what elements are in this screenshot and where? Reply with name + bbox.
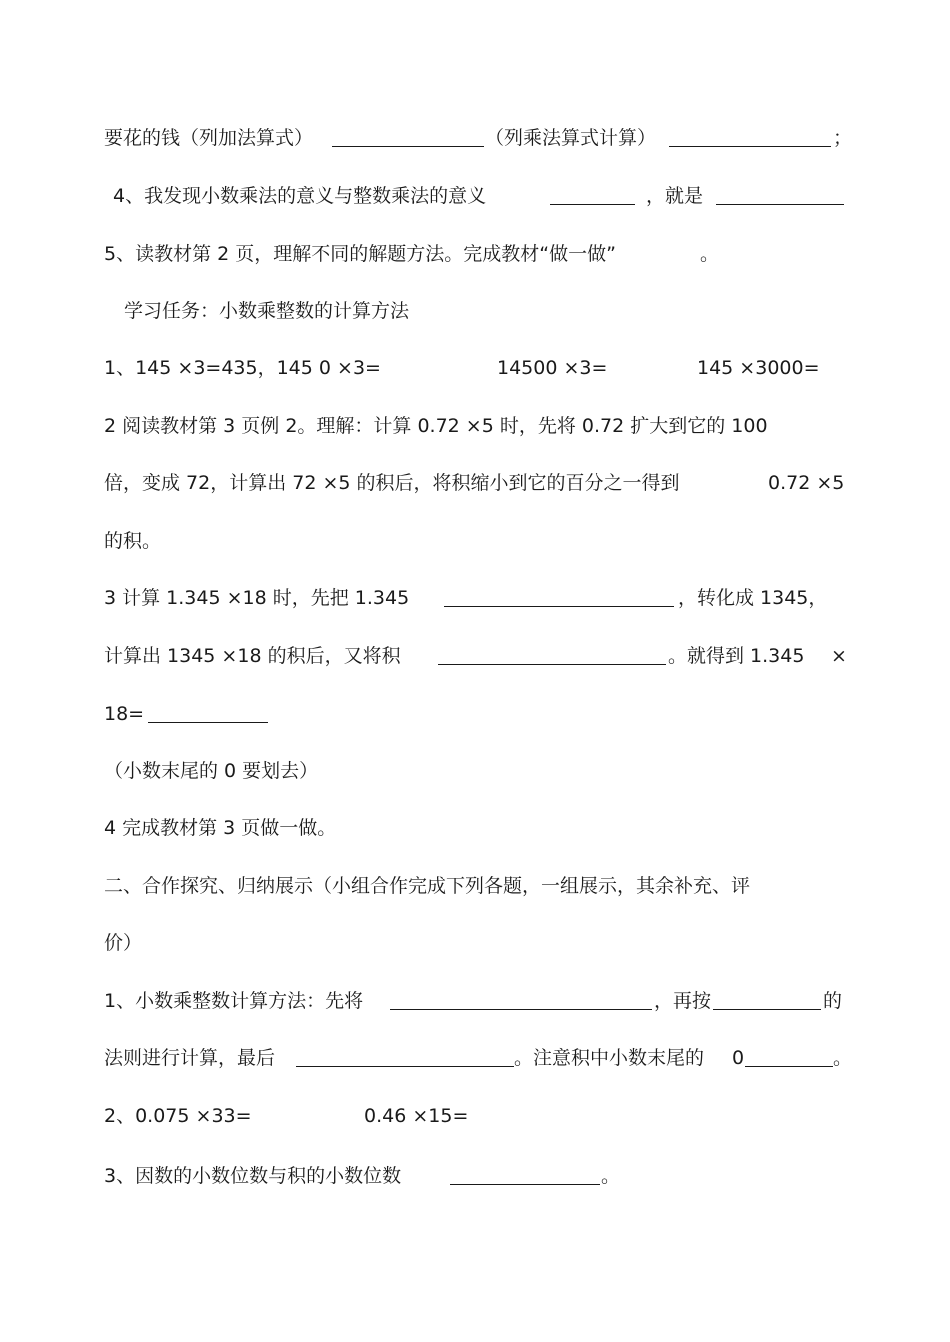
line-15-text: 价） [104,932,143,954]
line-1-text-b: （列乘法算式计算） [485,127,657,149]
line-9-text-a: 3 计算 1.345 ×18 时，先把 1.345 [104,587,410,609]
answer-blank-method-last[interactable] [296,1066,514,1067]
line-1-text-c: ； [833,127,853,149]
answer-blank-result[interactable] [148,722,268,723]
answer-blank-meaning-compare[interactable] [550,204,635,205]
line-5-text-b: 14500 ×3= [497,357,608,379]
line-19-text-b: 。 [601,1165,621,1187]
line-17-text-c: 0 [732,1047,745,1069]
answer-blank-decimal-places[interactable] [450,1184,600,1185]
line-4-text: 学习任务：小数乘整数的计算方法 [124,300,410,322]
line-12-text: （小数末尾的 0 要划去） [104,760,319,782]
line-3-text-b: 。 [700,243,720,265]
answer-blank-product-shrink[interactable] [438,664,666,665]
answer-blank-trailing-zero[interactable] [745,1066,833,1067]
line-7-text-b: 0.72 ×5 [768,472,845,494]
line-6-text: 2 阅读教材第 3 页例 2。理解：计算 0.72 ×5 时，先将 0.72 扩大到它的 100 [104,415,768,437]
line-5-text-a: 1、145 ×3=435，145 0 ×3= [104,357,381,379]
line-10-text-b: 。就得到 1.345 [668,645,805,667]
line-16-text-a: 1、小数乘整数计算方法：先将 [104,990,364,1012]
answer-blank-first-convert[interactable] [444,606,674,607]
answer-blank-addition-expression[interactable] [332,146,484,147]
line-10-text-a: 计算出 1345 ×18 的积后，又将积 [104,645,401,667]
line-2-text-b: ，就是 [646,185,704,207]
line-17-text-a: 法则进行计算，最后 [104,1047,276,1069]
line-18-text-a: 2、0.075 ×33= [104,1105,252,1127]
line-16-text-c: 的 [823,990,843,1012]
line-17-text-b: 。注意积中小数末尾的 [514,1047,705,1069]
line-3-text-a: 5、读教材第 2 页，理解不同的解题方法。完成教材“做一做” [104,243,616,265]
line-13-text: 4 完成教材第 3 页做一做。 [104,817,337,839]
line-1-text-a: 要花的钱（列加法算式） [104,127,314,149]
line-8-text: 的积。 [104,530,162,552]
line-2-text-a: 4、我发现小数乘法的意义与整数乘法的意义 [113,185,487,207]
line-14-text: 二、合作探究、归纳展示（小组合作完成下列各题，一组展示，其余补充、评 [104,875,751,897]
line-9-text-b: ，转化成 1345， [678,587,828,609]
line-17-text-d: 。 [833,1047,853,1069]
line-11-text: 18= [104,703,145,725]
answer-blank-meaning-is[interactable] [716,204,844,205]
line-10-text-c: × [831,645,847,667]
answer-blank-multiplication-expression[interactable] [669,146,831,147]
answer-blank-method-first[interactable] [390,1009,652,1010]
line-18-text-b: 0.46 ×15= [364,1105,469,1127]
line-16-text-b: ，再按 [654,990,712,1012]
line-5-text-c: 145 ×3000= [697,357,820,379]
answer-blank-method-then[interactable] [713,1009,821,1010]
line-19-text-a: 3、因数的小数位数与积的小数位数 [104,1165,402,1187]
line-7-text-a: 倍，变成 72，计算出 72 ×5 的积后，将积缩小到它的百分之一得到 [104,472,680,494]
